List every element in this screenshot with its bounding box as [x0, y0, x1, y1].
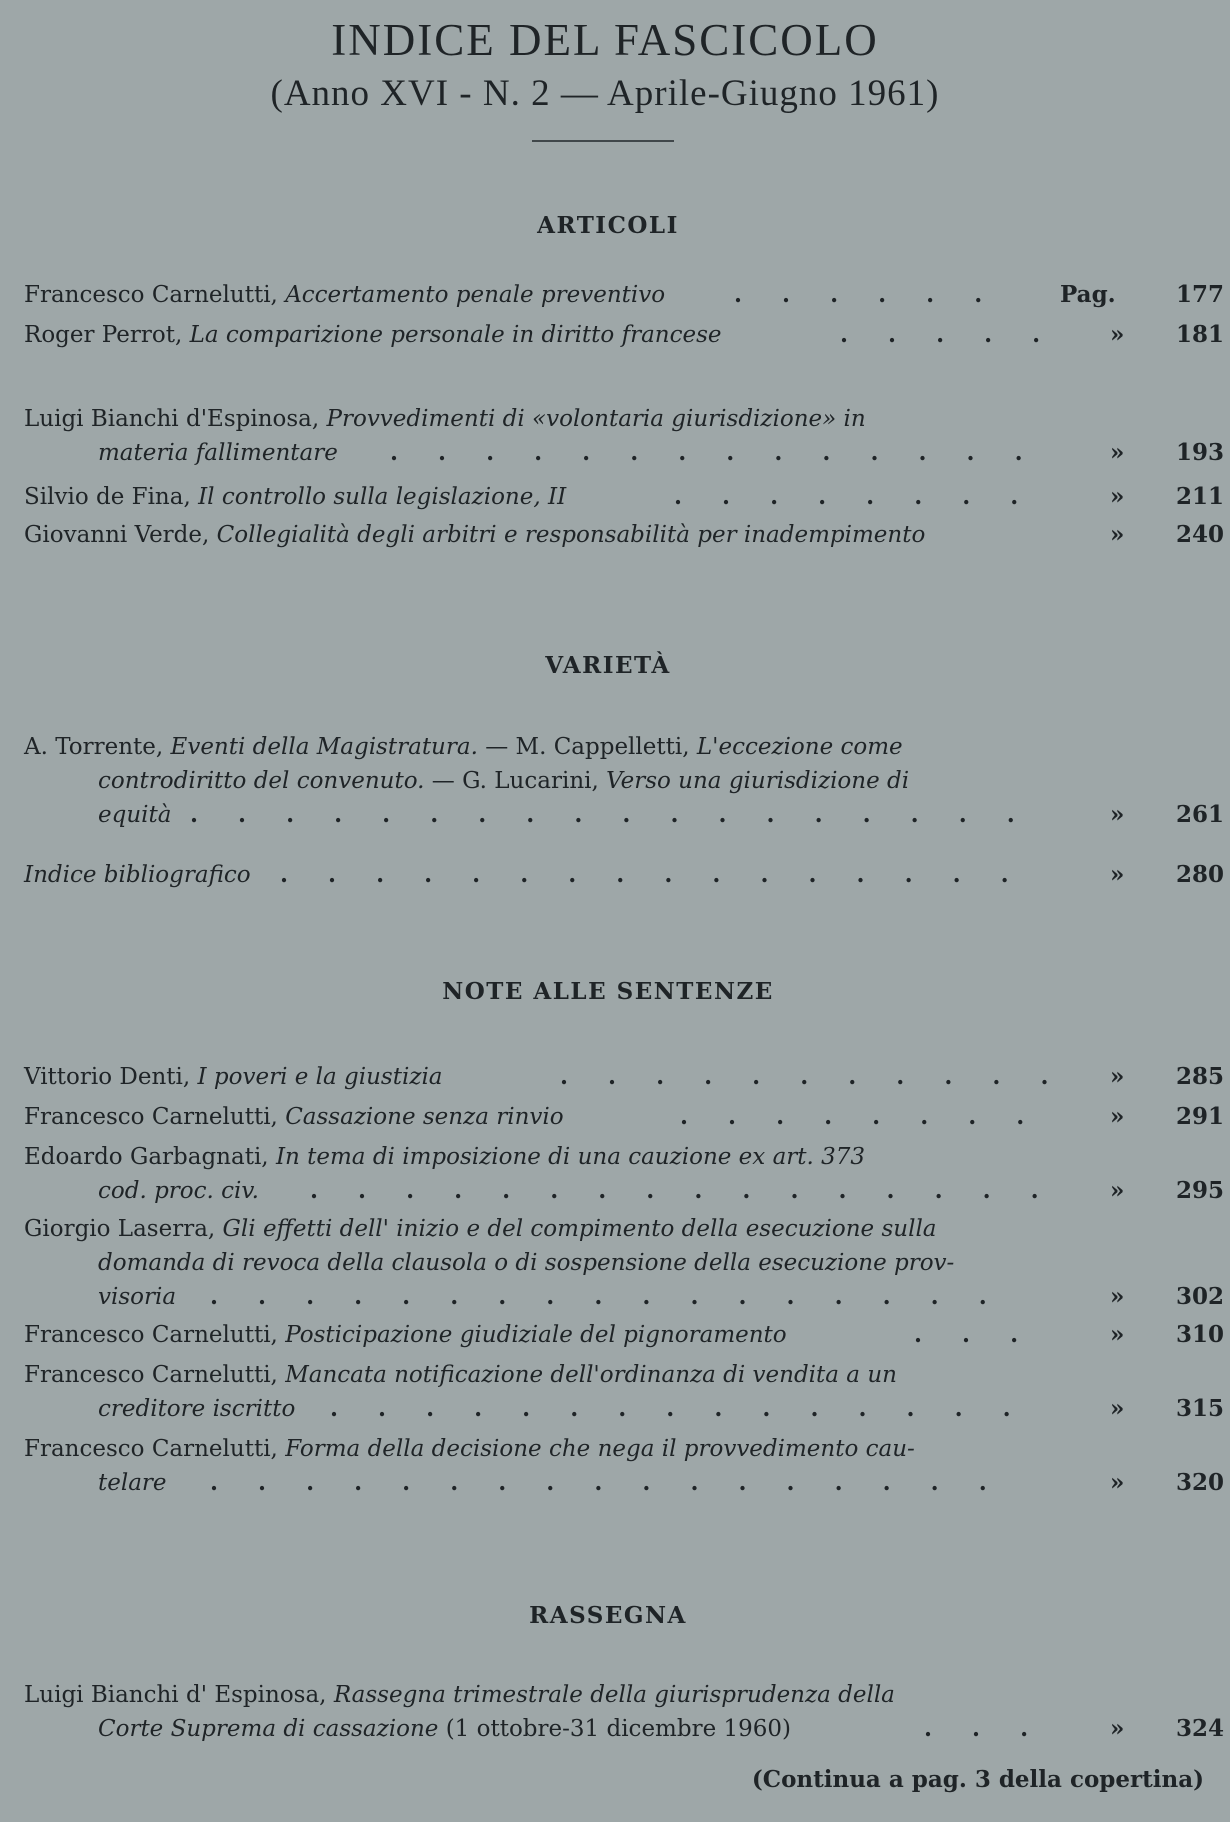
toc-entry [24, 1060, 1224, 1094]
dot-leader: . . . . . . [734, 281, 983, 308]
entry-title-continued: controdiritto del convenuto. [98, 768, 425, 794]
page-number: 320 [1175, 1469, 1224, 1496]
entry-title: Accertamento penale preventivo [285, 282, 666, 308]
entry-title: L'eccezione come [696, 734, 903, 760]
entry-author: Francesco Carnelutti, [24, 1436, 278, 1462]
toc-entry [24, 518, 1224, 552]
dot-leader: . . . . . . . . . . . . . . . . [310, 1177, 1039, 1204]
entry-title: Posticipazione giudiziale del pignoramento [285, 1322, 787, 1348]
entry-title-continued: Corte Suprema di cassazione [98, 1716, 439, 1742]
dot-leader: . . . . . . . . . . . . . . . [330, 1395, 1011, 1422]
entry-title: Cassazione senza rinvio [285, 1104, 564, 1130]
page-label: Pag. [1060, 281, 1116, 308]
entry-title: Eventi della Magistratura. [170, 734, 478, 760]
toc-entry [24, 402, 1224, 470]
entry-title-continued: telare [98, 1470, 167, 1496]
entry-author: Francesco Carnelutti, [24, 1362, 278, 1388]
section-heading-rassegna: RASSEGNA [529, 1602, 687, 1629]
entry-separator: — [477, 734, 516, 760]
entry-title: Il controllo sulla legislazione, II [198, 484, 567, 510]
page-number: 280 [1175, 861, 1224, 888]
entry-date-range: (1 ottobre-31 dicembre 1960) [438, 1716, 792, 1742]
dot-leader: . . . . . . . . . . . [560, 1063, 1049, 1090]
entry-title: I poveri e la giustizia [197, 1064, 443, 1090]
toc-entry [24, 1212, 1224, 1314]
entry-title: La comparizione personale in diritto francese [189, 322, 722, 348]
dot-leader: . . . . . . . . . . . . . . . . . . [190, 801, 1015, 828]
entry-title-continued: creditore iscritto [98, 1396, 296, 1422]
entry-author: Silvio de Fina, [24, 484, 191, 510]
entry-author: Roger Perrot, [24, 322, 183, 348]
entry-author: M. Cappelletti, [515, 734, 690, 760]
ditto-mark: » [1110, 1063, 1125, 1090]
page-number: 285 [1175, 1063, 1224, 1090]
dot-leader: . . . [924, 1715, 1029, 1742]
toc-entry [24, 1358, 1224, 1426]
ditto-mark: » [1110, 1103, 1125, 1130]
ditto-mark: » [1110, 1469, 1125, 1496]
entry-title-continued: cod. proc. civ. [98, 1178, 259, 1204]
page-title: INDICE DEL FASCICOLO [331, 15, 879, 65]
toc-entry [24, 1140, 1224, 1208]
entry-title-continued: visoria [98, 1284, 177, 1310]
ditto-mark: » [1110, 1177, 1125, 1204]
entry-title: Provvedimenti di «volontaria giurisdizione» in [326, 406, 866, 432]
ditto-mark: » [1110, 1395, 1125, 1422]
dot-leader: . . . . . . . . . . . . . . . . . [210, 1283, 987, 1310]
dot-leader: . . . . . . . . . . . . . . [390, 439, 1023, 466]
dot-leader: . . . . . . . . [674, 483, 1019, 510]
entry-title-continued: equità [98, 802, 172, 828]
ditto-mark: » [1110, 521, 1125, 548]
page-number: 324 [1175, 1715, 1224, 1742]
section-heading-note-alle-sentenze: NOTE ALLE SENTENZE [442, 978, 774, 1005]
entry-author: Francesco Carnelutti, [24, 1322, 278, 1348]
ditto-mark: » [1110, 801, 1125, 828]
toc-entry [24, 318, 1224, 352]
page-number: 295 [1175, 1177, 1224, 1204]
entry-author: Francesco Carnelutti, [24, 1104, 278, 1130]
ditto-mark: » [1110, 861, 1125, 888]
page-number: 211 [1175, 483, 1224, 510]
entry-title: Collegialità degli arbitri e responsabilità per inadempimento [216, 522, 926, 548]
entry-author: Luigi Bianchi d' Espinosa, [24, 1682, 327, 1708]
toc-entry [24, 1100, 1224, 1134]
entry-title-continued: domanda di revoca della clausola o di sospensione della esecuzione prov- [98, 1250, 955, 1276]
continuation-note: (Continua a pag. 3 della copertina) [751, 1766, 1204, 1793]
toc-entry [24, 1432, 1224, 1500]
entry-title: In tema di imposizione di una cauzione ex art. 373 [275, 1144, 866, 1170]
entry-author: A. Torrente, [24, 734, 164, 760]
toc-entry [24, 278, 1224, 312]
entry-author: Giorgio Laserra, [24, 1216, 216, 1242]
toc-entry [24, 480, 1224, 514]
ditto-mark: » [1110, 439, 1125, 466]
dot-leader: . . . . . . . . . . . . . . . . . [210, 1469, 987, 1496]
page-number: 302 [1175, 1283, 1224, 1310]
toc-entry [24, 730, 1224, 832]
entry-author: Vittorio Denti, [24, 1064, 191, 1090]
entry-separator: — [424, 768, 463, 794]
page-number: 291 [1175, 1103, 1224, 1130]
section-heading-varieta: VARIETÀ [545, 652, 671, 679]
dot-leader: . . . [914, 1321, 1019, 1348]
entry-title: Rassegna trimestrale della giurisprudenza della [333, 1682, 895, 1708]
page-number: 310 [1175, 1321, 1224, 1348]
entry-author: Luigi Bianchi d'Espinosa, [24, 406, 320, 432]
entry-title: Verso una giurisdizione di [606, 768, 910, 794]
title-divider [532, 140, 674, 142]
toc-entry [24, 1318, 1224, 1352]
page-number: 181 [1175, 321, 1224, 348]
dot-leader: . . . . . [840, 321, 1041, 348]
entry-author: Francesco Carnelutti, [24, 282, 278, 308]
ditto-mark: » [1110, 1715, 1125, 1742]
page-number: 177 [1175, 281, 1224, 308]
entry-title: Mancata notificazione dell'ordinanza di vendita a un [285, 1362, 897, 1388]
toc-entry [24, 858, 1224, 892]
toc-entry [24, 1678, 1224, 1746]
ditto-mark: » [1110, 1321, 1125, 1348]
entry-title: Indice bibliografico [24, 862, 251, 888]
entry-author: Giovanni Verde, [24, 522, 210, 548]
page-number: 193 [1175, 439, 1224, 466]
entry-title-continued: materia fallimentare [98, 440, 338, 466]
page-number: 315 [1175, 1395, 1224, 1422]
page-number: 261 [1175, 801, 1224, 828]
dot-leader: . . . . . . . . . . . . . . . . [280, 861, 1009, 888]
issue-subtitle: (Anno XVI - N. 2 — Aprile-Giugno 1961) [270, 73, 940, 114]
page-number: 240 [1175, 521, 1224, 548]
section-heading-articoli: ARTICOLI [537, 212, 679, 239]
ditto-mark: » [1110, 321, 1125, 348]
entry-title: Forma della decisione che nega il provvedimento cau- [285, 1436, 915, 1462]
ditto-mark: » [1110, 483, 1125, 510]
ditto-mark: » [1110, 1283, 1125, 1310]
dot-leader: . . . . . . . . [680, 1103, 1025, 1130]
entry-title: Gli effetti dell' inizio e del compimento della esecuzione sulla [222, 1216, 937, 1242]
entry-author: G. Lucarini, [462, 768, 599, 794]
entry-author: Edoardo Garbagnati, [24, 1144, 269, 1170]
